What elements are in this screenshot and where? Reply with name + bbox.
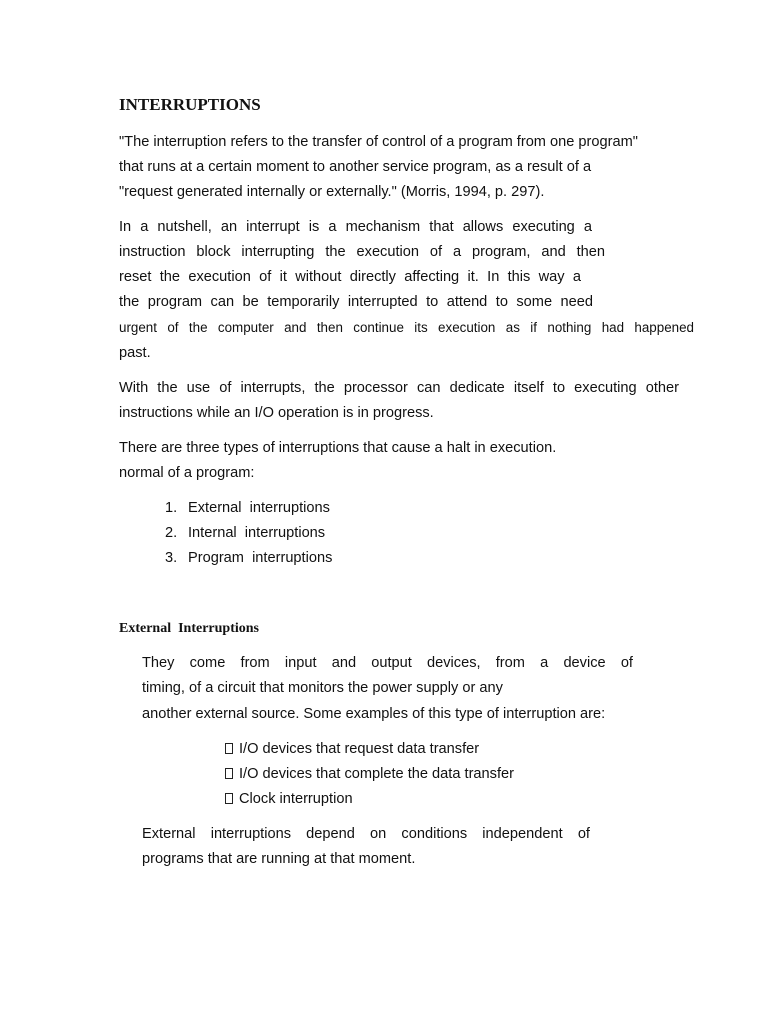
bullet-label: I/O devices that complete the data transfer xyxy=(239,766,514,782)
page-title: INTERRUPTIONS xyxy=(119,95,261,114)
list-item xyxy=(165,499,330,517)
nutshell-line-6: past. xyxy=(119,345,151,361)
external-closing-line-1: External interruptions depend on conditions independent of xyxy=(142,826,590,842)
list-item xyxy=(165,549,332,567)
external-para-line-1: They come from input and output devices, from a device of xyxy=(142,655,633,671)
bullet-box-icon xyxy=(225,793,233,804)
list-item xyxy=(165,524,325,542)
nutshell-line-4: the program can be temporarily interrupted to attend to some need xyxy=(119,294,593,310)
bullet-label: I/O devices that request data transfer xyxy=(239,741,480,757)
nutshell-line-1: In a nutshell, an interrupt is a mechanism that allows executing a xyxy=(119,219,592,235)
processor-line-2: instructions while an I/O operation is in progress. xyxy=(119,405,434,421)
list-number: 3. xyxy=(165,550,178,566)
nutshell-line-5: urgent of the computer and then continue its execution as if nothing had happened xyxy=(119,320,694,335)
list-label: External interruptions xyxy=(188,500,330,516)
external-para-line-3: another external source. Some examples of this type of interruption are: xyxy=(142,706,606,722)
list-label: Internal interruptions xyxy=(188,525,326,541)
list-number: 2. xyxy=(165,525,178,541)
intro-line-3: "request generated internally or externally." (Morris, 1994, p. 297). xyxy=(119,184,545,200)
bullet-item xyxy=(225,740,479,758)
bullet-item xyxy=(225,765,514,783)
intro-line-1: "The interruption refers to the transfer of control of a program from one program" xyxy=(119,134,638,150)
types-intro-line-2: normal of a program: xyxy=(119,465,255,481)
bullet-box-icon xyxy=(225,743,233,754)
bullet-item xyxy=(225,790,353,808)
nutshell-line-2: instruction block interrupting the execution of a program, and then xyxy=(119,244,605,260)
nutshell-line-3: reset the execution of it without directly affecting it. In this way a xyxy=(119,269,581,285)
list-number: 1. xyxy=(165,500,178,516)
list-label: Program interruptions xyxy=(188,550,333,566)
bullet-box-icon xyxy=(225,768,233,779)
section-heading-external: External Interruptions xyxy=(119,621,259,636)
bullet-label: Clock interruption xyxy=(239,791,353,807)
processor-line-1: With the use of interrupts, the processor can dedicate itself to executing other xyxy=(119,380,679,396)
intro-line-2: that runs at a certain moment to another service program, as a result of a xyxy=(119,159,592,175)
external-closing-line-2: programs that are running at that moment. xyxy=(142,851,416,867)
types-intro-line-1: There are three types of interruptions that cause a halt in execution. xyxy=(119,440,557,456)
external-para-line-2: timing, of a circuit that monitors the power supply or any xyxy=(142,680,503,696)
